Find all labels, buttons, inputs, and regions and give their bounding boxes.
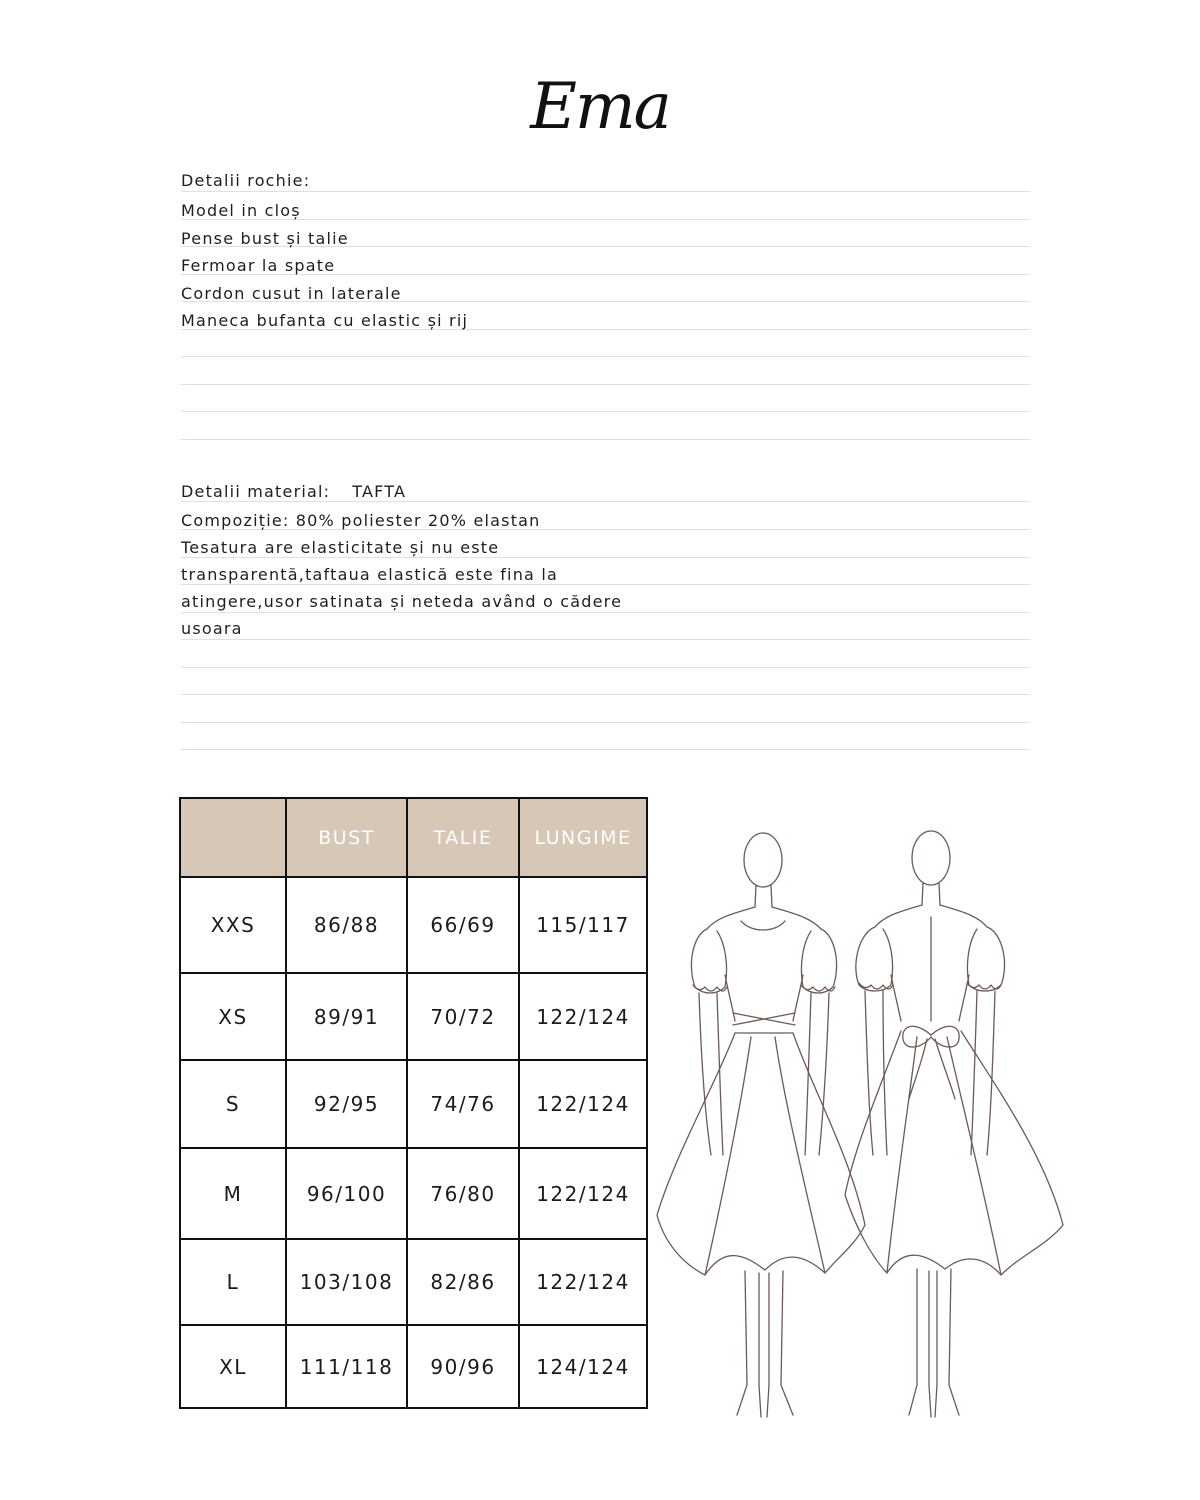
- bust-cell: 96/100: [286, 1148, 407, 1239]
- ruled-line: [181, 501, 1030, 502]
- dress-detail-line: Pense bust și talie: [181, 229, 349, 248]
- talie-cell: 66/69: [407, 877, 519, 973]
- size-table: [179, 797, 648, 1409]
- talie-cell: 76/80: [407, 1148, 519, 1239]
- dress-detail-line: Model in cloș: [181, 201, 301, 220]
- dress-detail-line: Cordon cusut in laterale: [181, 284, 402, 303]
- size-cell: L: [180, 1239, 286, 1325]
- material-details-row: [181, 482, 406, 501]
- material-detail-line: Compoziție: 80% poliester 20% elastan: [181, 511, 541, 530]
- ruled-line: [181, 411, 1030, 412]
- bust-cell: 86/88: [286, 877, 407, 973]
- size-cell: XL: [180, 1325, 286, 1408]
- ruled-line: [181, 612, 1030, 613]
- header-lungime: LUNGIME: [519, 798, 647, 877]
- table-row: [180, 877, 647, 973]
- table-row: [180, 1239, 647, 1325]
- talie-cell: 70/72: [407, 973, 519, 1060]
- material-detail-line: usoara: [181, 619, 243, 638]
- size-cell: M: [180, 1148, 286, 1239]
- ruled-line: [181, 667, 1030, 668]
- ruled-line: [181, 694, 1030, 695]
- header-talie: TALIE: [407, 798, 519, 877]
- lungime-cell: 115/117: [519, 877, 647, 973]
- lungime-cell: 122/124: [519, 1239, 647, 1325]
- dress-detail-line: Maneca bufanta cu elastic și rij: [181, 311, 469, 330]
- dress-details-heading: Detalii rochie:: [181, 171, 311, 190]
- back-view-figure: [845, 831, 1063, 1417]
- header-bust: BUST: [286, 798, 407, 877]
- material-detail-line: Tesatura are elasticitate și nu este: [181, 538, 500, 557]
- talie-cell: 82/86: [407, 1239, 519, 1325]
- table-row: [180, 1325, 647, 1408]
- ruled-line: [181, 439, 1030, 440]
- material-detail-line: transparentă,taftaua elastică este fina la: [181, 565, 558, 584]
- header-size-cell: [180, 798, 286, 877]
- material-detail-line: atingere,usor satinata și neteda având o cădere: [181, 592, 623, 611]
- bust-cell: 111/118: [286, 1325, 407, 1408]
- table-header-row: [180, 798, 647, 877]
- talie-cell: 90/96: [407, 1325, 519, 1408]
- ruled-line: [181, 384, 1030, 385]
- ruled-line: [181, 356, 1030, 357]
- dress-name-title: Ema: [530, 70, 670, 144]
- table-row: [180, 1148, 647, 1239]
- dress-sketch-illustration: [655, 825, 1067, 1425]
- lungime-cell: 122/124: [519, 1148, 647, 1239]
- size-cell: S: [180, 1060, 286, 1148]
- ruled-line: [181, 639, 1030, 640]
- lungime-cell: 122/124: [519, 973, 647, 1060]
- bust-cell: 89/91: [286, 973, 407, 1060]
- lungime-cell: 122/124: [519, 1060, 647, 1148]
- ruled-line: [181, 557, 1030, 558]
- dress-detail-line: Fermoar la spate: [181, 256, 336, 275]
- size-cell: XXS: [180, 877, 286, 973]
- bust-cell: 92/95: [286, 1060, 407, 1148]
- ruled-line: [181, 722, 1030, 723]
- front-view-figure: [657, 833, 865, 1417]
- ruled-line: [181, 219, 1030, 220]
- talie-cell: 74/76: [407, 1060, 519, 1148]
- material-details-heading: Detalii material:: [181, 482, 331, 501]
- table-row: [180, 1060, 647, 1148]
- material-value: TAFTA: [352, 482, 407, 501]
- table-row: [180, 973, 647, 1060]
- ruled-line: [181, 191, 1030, 192]
- size-cell: XS: [180, 973, 286, 1060]
- ruled-line: [181, 584, 1030, 585]
- ruled-line: [181, 749, 1030, 750]
- bust-cell: 103/108: [286, 1239, 407, 1325]
- lungime-cell: 124/124: [519, 1325, 647, 1408]
